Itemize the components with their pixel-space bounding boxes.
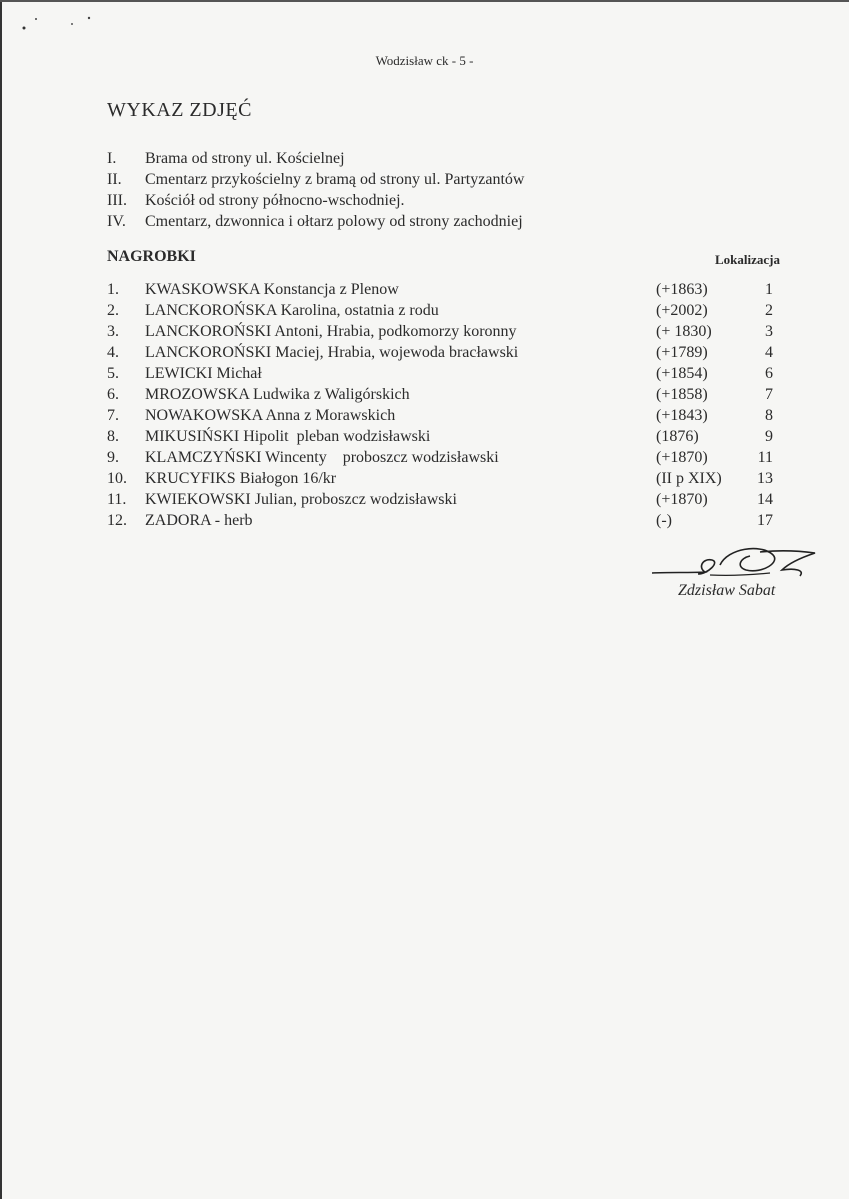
- grave-location: 14: [757, 491, 773, 508]
- scan-edge-top: [0, 0, 849, 2]
- list-item: [107, 190, 747, 211]
- grave-name: LANCKOROŃSKI Maciej, Hrabia, wojewoda bracławski: [145, 344, 519, 361]
- grave-date: (-): [656, 512, 672, 529]
- grave-location: 9: [765, 428, 773, 445]
- grave-name: KWIEKOWSKI Julian, proboszcz wodzisławski: [145, 491, 457, 508]
- grave-name: NOWAKOWSKA Anna z Morawskich: [145, 407, 396, 424]
- grave-location: 2: [765, 302, 773, 319]
- table-row: [107, 447, 787, 468]
- row-number: 1.: [107, 281, 119, 298]
- section-title: NAGROBKI: [107, 248, 196, 265]
- row-number: 3.: [107, 323, 119, 340]
- table-row: [107, 489, 787, 510]
- grave-name: KLAMCZYŃSKI Wincenty proboszcz wodzisławski: [145, 449, 499, 466]
- grave-location: 3: [765, 323, 773, 340]
- grave-name: LANCKOROŃSKA Karolina, ostatnia z rodu: [145, 302, 439, 319]
- grave-name: MROZOWSKA Ludwika z Waligórskich: [145, 386, 410, 403]
- table-row: [107, 426, 787, 447]
- table-row: [107, 321, 787, 342]
- table-row: [107, 279, 787, 300]
- grave-location: 1: [765, 281, 773, 298]
- grave-date: (+1789): [656, 344, 708, 361]
- grave-date: (+1863): [656, 281, 708, 298]
- grave-date: (+1854): [656, 365, 708, 382]
- table-row: [107, 405, 787, 426]
- list-item: [107, 169, 747, 190]
- page-header: Wodzisław ck - 5 -: [375, 53, 474, 68]
- item-text: Kościół od strony północno-wschodniej.: [145, 192, 405, 209]
- row-number: 12.: [107, 512, 127, 529]
- row-number: 6.: [107, 386, 119, 403]
- grave-date: (1876): [656, 428, 699, 445]
- grave-location: 4: [765, 344, 773, 361]
- item-number: II.: [107, 171, 122, 188]
- grave-name: ZADORA - herb: [145, 512, 253, 529]
- grave-date: (+1870): [656, 491, 708, 508]
- item-text: Cmentarz, dzwonnica i ołtarz polowy od strony zachodniej: [145, 213, 523, 230]
- table-row: [107, 510, 787, 531]
- grave-name: MIKUSIŃSKI Hipolit pleban wodzisławski: [145, 428, 431, 445]
- grave-date: (II p XIX): [656, 470, 722, 487]
- list-item: [107, 211, 747, 232]
- signature-name: Zdzisław Sabat: [678, 582, 776, 599]
- grave-location: 6: [765, 365, 773, 382]
- grave-date: (+1870): [656, 449, 708, 466]
- row-number: 7.: [107, 407, 119, 424]
- grave-location: 7: [765, 386, 773, 403]
- scan-specks: [14, 10, 104, 40]
- graves-list: [107, 279, 787, 531]
- grave-date: (+2002): [656, 302, 708, 319]
- grave-name: KRUCYFIKS Białogon 16/kr: [145, 470, 337, 487]
- row-number: 9.: [107, 449, 119, 466]
- table-row: [107, 300, 787, 321]
- row-number: 2.: [107, 302, 119, 319]
- grave-date: (+1858): [656, 386, 708, 403]
- table-row: [107, 384, 787, 405]
- item-number: III.: [107, 192, 127, 209]
- grave-location: 11: [757, 449, 773, 466]
- row-number: 11.: [107, 491, 127, 508]
- scan-edge-left: [0, 0, 2, 1199]
- grave-name: KWASKOWSKA Konstancja z Plenow: [145, 281, 399, 298]
- row-number: 10.: [107, 470, 127, 487]
- grave-name: LEWICKI Michał: [145, 365, 262, 382]
- item-text: Brama od strony ul. Kościelnej: [145, 150, 345, 167]
- row-number: 5.: [107, 365, 119, 382]
- grave-date: (+1843): [656, 407, 708, 424]
- list-item: [107, 148, 747, 169]
- grave-location: 17: [757, 512, 773, 529]
- item-number: IV.: [107, 213, 126, 230]
- photo-list: [107, 148, 747, 232]
- row-number: 8.: [107, 428, 119, 445]
- table-row: [107, 342, 787, 363]
- grave-date: (+ 1830): [656, 323, 712, 340]
- grave-name: LANCKOROŃSKI Antoni, Hrabia, podkomorzy koronny: [145, 323, 517, 340]
- item-text: Cmentarz przykościelny z bramą od strony ul. Partyzantów: [145, 171, 525, 188]
- table-row: [107, 363, 787, 384]
- item-number: I.: [107, 150, 117, 167]
- location-column-header: Lokalizacja: [715, 252, 780, 267]
- page-title: WYKAZ ZDJĘĆ: [107, 99, 252, 121]
- grave-location: 8: [765, 407, 773, 424]
- grave-location: 13: [757, 470, 773, 487]
- row-number: 4.: [107, 344, 119, 361]
- table-row: [107, 468, 787, 489]
